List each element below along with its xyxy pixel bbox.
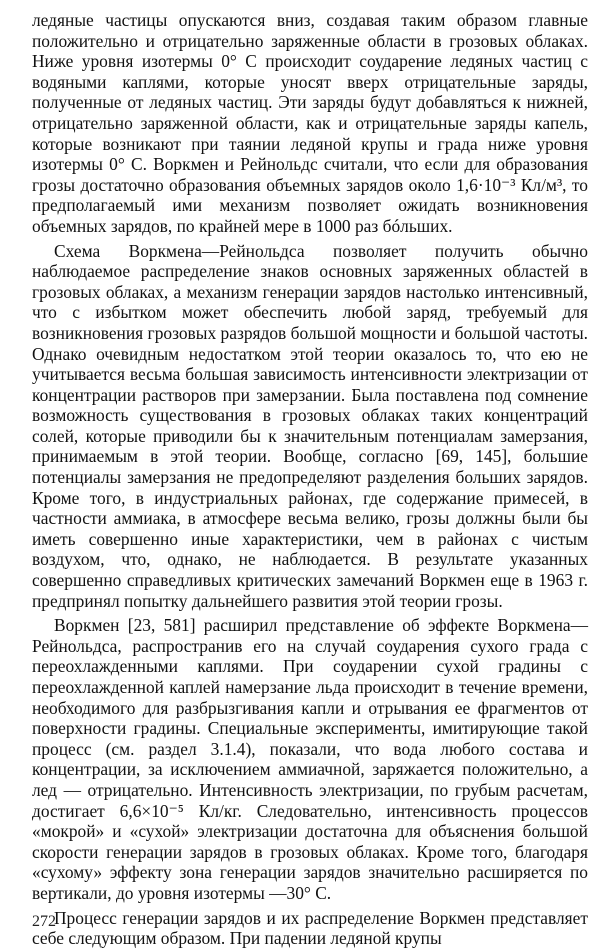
page-body	[32, 10, 588, 949]
paragraph-3: Воркмен [23, 581] расширил представление об эффекте Воркмена—Рейнольдса, распространив его на случай соударения сухого града с переохлажденными каплями. При соударении сухой градины с переохлажденной каплей намерзание льда происходит в течение времени, необходимого для разбрызгивания капли и отрывания ее фрагментов от поверхности градины. Специальные эксперименты, имитирующие такой процесс (см. раздел 3.1.4), показали, что вода любого состава и концентрации, за исключением аммиачной, заряжается положительно, а лед — отрицательно. Интенсивность электризации, по грубым расчетам, достигает 6,6×10⁻⁵ Кл/кг. Следовательно, интенсивность процессов «мокрой» и «сухой» электризации достаточна для объяснения большой скорости генерации зарядов в грозовых облаках. Кроме того, благодаря «сухому» эффекту зона генерации зарядов значительно расширяется по вертикали, до уровня изотермы —30° С.	[32, 615, 588, 903]
paragraph-2: Схема Воркмена—Рейнольдса позволяет получить обычно наблюдаемое распределение знаков основных заряженных областей в грозовых облаках, а механизм генерации зарядов настолько интенсивный, что с избытком может обеспечить любой заряд, требуемый для возникновения грозовых разрядов большой мощности и большой частоты. Однако очевидным недостатком этой теории оказалось то, что ею не учитывается весьма большая зависимость интенсивности электризации от концентрации растворов при замерзании. Была поставлена под сомнение возможность существования в грозовых облаках таких концентраций солей, которые приводили бы к значительным потенциалам замерзания, принимаемым в этой теории. Вообще, согласно [69, 145], большие потенциалы замерзания не предопределяют разделения больших зарядов. Кроме того, в индустриальных районах, где содержание примесей, в частности аммиака, в атмосфере весьма велико, грозы должны были бы иметь совершенно иные характеристики, чем в районах с чистым воздухом, что, однако, не наблюдается. В результате указанных совершенно справедливых критических замечаний Воркмен еще в 1963 г. предпринял попытку дальнейшего развития этой теории грозы.	[32, 240, 588, 611]
paragraph-4: Процесс генерации зарядов и их распределение Воркмен представляет себе следующим образом. При падении ледяной крупы	[32, 907, 588, 949]
page-number: 272	[32, 913, 56, 930]
paragraph-1: ледяные частицы опускаются вниз, создавая таким образом главные положительно и отрицательно заряженные области в грозовых облаках. Ниже уровня изотермы 0° С происходит соударение ледяных частиц с водяными каплями, которые уносят вверх отрицательные заряды, полученные от ледяных частиц. Эти заряды будут добавляться к нижней, отрицательно заряженной области, как и отрицательные заряды капель, которые возникают при таянии ледяной крупы и града ниже уровня изотермы 0° С. Воркмен и Рейнольдс считали, что если для образования грозы достаточно образования объемных зарядов около 1,6·10⁻³ Кл/м³, то предполагаемый ими механизм позволяет ожидать возникновения объемных зарядов, по крайней мере в 1000 раз бóльших.	[32, 10, 588, 236]
